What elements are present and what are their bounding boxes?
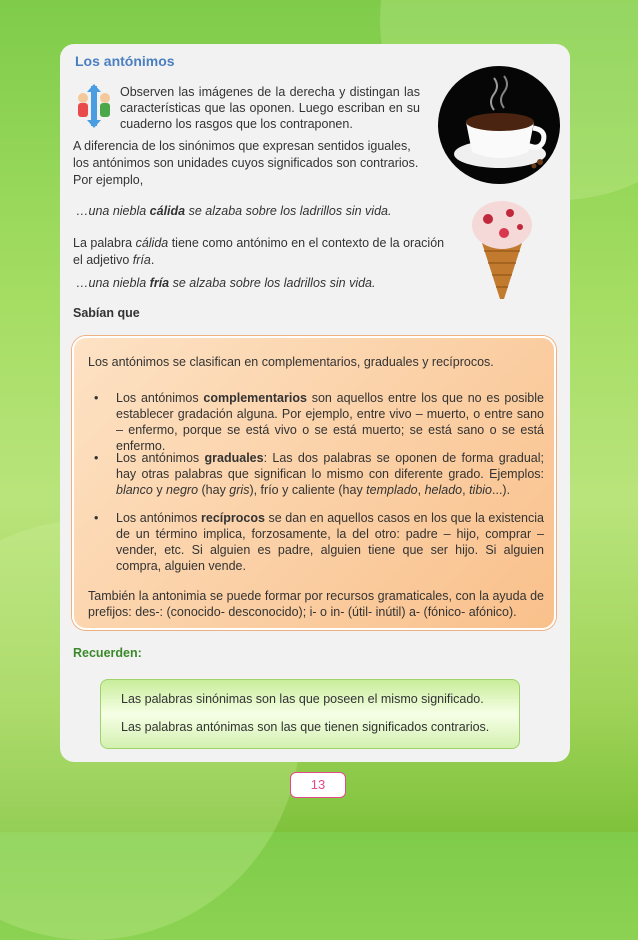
bullet: • — [94, 451, 99, 465]
item-text: Los antónimos — [116, 391, 204, 405]
example-keyword: cálida — [149, 204, 186, 218]
remember-line-sinonimas: Las palabras sinónimas son las que poseen el mismo significado. — [121, 692, 484, 706]
example-text: …una niebla — [76, 276, 150, 290]
list-item-graduales — [94, 450, 544, 500]
item-text: , — [417, 483, 425, 497]
recuerden-heading: Recuerden: — [73, 646, 142, 660]
list-item-text — [116, 450, 544, 498]
item-text: , — [462, 483, 470, 497]
example-calida — [76, 203, 436, 220]
example-keyword: fría — [149, 276, 170, 290]
item-keyword: recíprocos — [201, 511, 265, 525]
item-italic: negro — [166, 483, 199, 497]
example-text: …una niebla — [76, 204, 150, 218]
paragraph-explanation — [73, 235, 453, 269]
item-text: : Las dos palabras se oponen de forma gradual; hay otras palabras que significan lo mismo con diferente grado. Ejemplos: — [116, 451, 544, 481]
item-italic: gris — [229, 483, 250, 497]
item-italic: tibio — [469, 483, 492, 497]
box-closing: También la antonimia se puede formar por recursos gramaticales, con la ayuda de prefijos: des-: (conocido- desconocido); i- o in- (útil- inútil) a- (fónico- afónico). — [88, 589, 544, 619]
intro-text: Observen las imágenes de la derecha y distingan las características que las oponen. Luego escriban en su cuaderno los rasgos que los contraponen. — [120, 85, 420, 131]
keyword-fria: fría — [132, 253, 151, 267]
item-text: Los antónimos — [116, 451, 205, 465]
paragraph-text: La palabra — [73, 236, 136, 250]
remember-box — [100, 679, 520, 749]
example-fria — [76, 275, 436, 292]
item-text: son aquellos entre los que no es posible establecer gradación alguna. Por ejemplo, entre vivo – muerto, o entre sano – enfermo, porque se está vivo o se está muerto; se está sano o se está enfermo. — [116, 391, 544, 453]
paragraph-definition: A diferencia de los sinónimos que expresan sentidos iguales, los antónimos son unidades cuyos significados son contrarios. Por ejemplo, — [73, 139, 419, 187]
remember-line-antonimas: Las palabras antónimas son las que tienen significados contrarios. — [121, 720, 490, 734]
item-keyword: complementarios — [203, 391, 307, 405]
section-title: Los antónimos — [75, 53, 175, 69]
item-italic: helado — [424, 483, 463, 497]
item-text: (hay — [198, 483, 230, 497]
bullet: • — [94, 391, 99, 405]
sabian-heading: Sabían que — [73, 306, 140, 320]
example-text: se alzaba sobre los ladrillos sin vida. — [185, 204, 392, 218]
coffee-cup-image — [438, 66, 560, 184]
list-item-text — [116, 390, 544, 454]
kids-activity-icon — [74, 84, 114, 128]
ice-cream-cone-image — [466, 195, 538, 299]
item-italic: blanco — [116, 483, 153, 497]
list-item-complementarios — [94, 390, 544, 453]
list-item-text — [116, 510, 544, 574]
list-item-reciprocos — [94, 510, 544, 576]
item-text: se dan en aquellos casos en los que la existencia de un término implica, forzosamente, la del otro: padre – hijo, comprar – vender, etc. Si alguien es padre, alguien tiene que ser hijo. Si alguien compra, alguien vende. — [116, 511, 544, 573]
item-text: ...). — [492, 483, 511, 497]
bullet: • — [94, 511, 99, 525]
keyword-calida: cálida — [135, 236, 169, 250]
info-box — [72, 336, 556, 630]
paragraph-text: . — [150, 253, 155, 267]
paragraph-text: tiene como antónimo en el contexto de la oración el adjetivo — [73, 236, 445, 267]
item-keyword: graduales — [204, 451, 264, 465]
item-text: y — [152, 483, 167, 497]
item-italic: templado — [366, 483, 418, 497]
item-text: Los antónimos — [116, 511, 201, 525]
box-lead: Los antónimos se clasifican en complementarios, graduales y recíprocos. — [88, 355, 494, 369]
item-text: ), frío y caliente (hay — [249, 483, 367, 497]
page-number: 13 — [290, 772, 346, 798]
example-text: se alzaba sobre los ladrillos sin vida. — [169, 276, 376, 290]
